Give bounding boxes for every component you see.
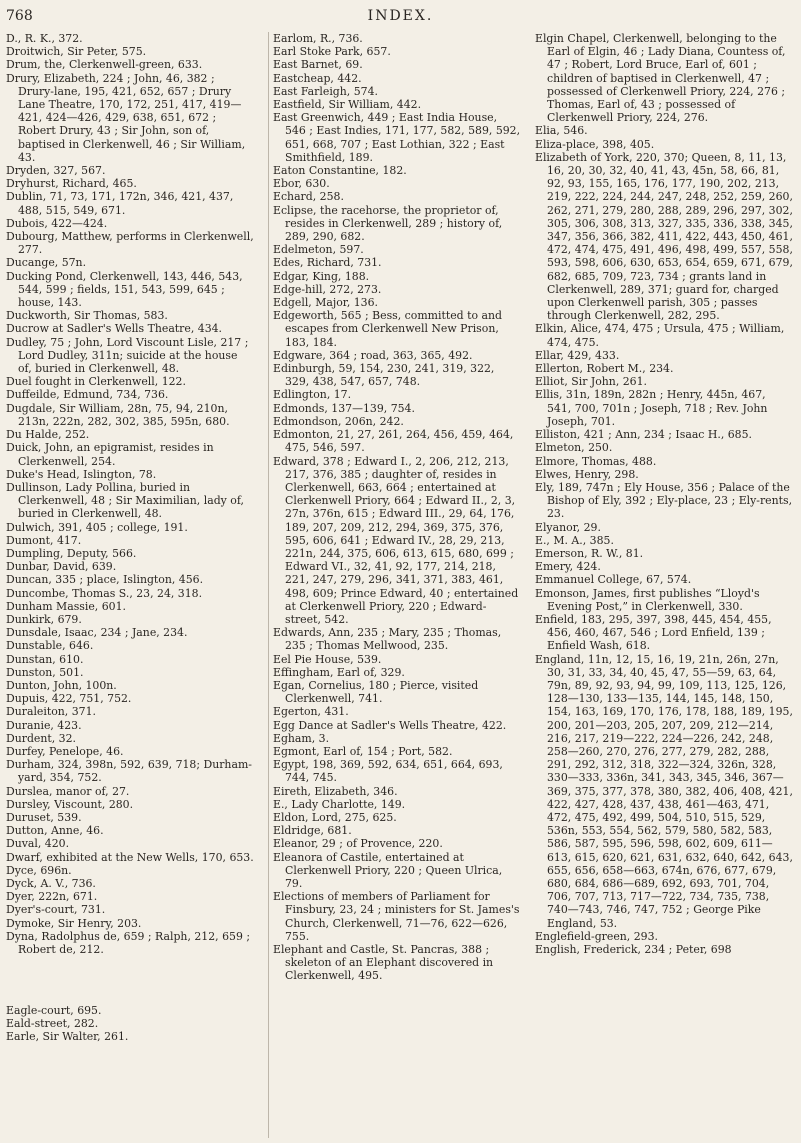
index-entry: Duval, 420. [6,837,70,851]
index-entry: Dullinson, Lady Pollina, buried in Clerkenwell, 48 ; Sir Maximilian, lady of, buried in Clerkenwell, 48. [6,480,244,521]
index-entry: Elliston, 421 ; Ann, 234 ; Isaac H., 685. [535,428,753,442]
index-entry: Dumont, 417. [6,533,82,547]
index-entry: Egg Dance at Sadler's Wells Theatre, 422. [273,718,507,732]
page-header [0,6,801,28]
index-entry: Edgware, 364 ; road, 363, 365, 492. [273,348,473,362]
index-entry: Duncombe, Thomas S., 23, 24, 318. [6,586,203,600]
index-entry: Dyer, 222n, 671. [6,890,98,904]
index-entry: Ellerton, Robert M., 234. [535,362,674,376]
index-entry: Elkin, Alice, 474, 475 ; Ursula, 475 ; William, 474, 475. [535,322,785,349]
index-column-3 [535,32,793,1138]
index-entry: Egerton, 431. [273,705,349,719]
index-entry: Emery, 424. [535,560,601,574]
index-entry: Egmont, Earl of, 154 ; Port, 582. [273,744,453,758]
index-entry: Dubois, 422—424. [6,216,108,230]
index-entry: Elections of members of Parliament for Finsbury, 23, 24 ; ministers for St. James's Church, Clerkenwell, 71—76, 622—626, 755. [273,890,520,943]
index-entry: Duckworth, Sir Thomas, 583. [6,309,168,323]
index-entry: Edgar, King, 188. [273,269,370,283]
index-entry: Echard, 258. [273,190,344,204]
index-entry: Dubourg, Matthew, performs in Clerkenwell, 277. [6,230,254,257]
index-entry: Edmonds, 137—139, 754. [273,401,415,415]
index-entry: Edward, 378 ; Edward I., 2, 206, 212, 213, 217, 376, 385 ; daughter of, resides in Clerkenwell, 663, 664 ; entertained at Clerkenwell Priory, 664 ; Edward II., 2, 3, 27n, 376n, 615 ; Edward III., 29, 64, 176, 189, 207, 209, 212, 294, 369, 375, 376, 595, 606, 641 ; Edward IV., 28, 29, 213, 221n, 244, 375, 606, 613, 615, 680, 699 ; Edward VI., 32, 41, 92, 177, 214, 218, 221, 247, 279, 296, 341, 371, 383, 461, 498, 609; Prince Edward, 40 ; entertained at Clerkenwell Priory, 220 ; Edward-street, 542. [273,454,519,626]
index-entry: Earlom, R., 736. [273,32,363,45]
index-entry: Elizabeth of York, 220, 370; Queen, 8, 11, 13, 16, 20, 30, 32, 40, 41, 43, 45n, 58, 66, 81, 92, 93, 155, 165, 176, 177, 190, 202, 213, 219, 222, 224, 244, 247, 248, 252, 259, 260, 262, 271, 279, 280, 288, 289, 296, 297, 302, 305, 306, 308, 313, 327, 335, 336, 338, 345, 347, 356, 366, 382, 411, 422, 443, 450, 461, 472, 474, 475, 491, 496, 498, 499, 557, 558, 593, 598, 606, 630, 653, 654, 659, 671, 679, 682, 685, 709, 723, 734 ; grants land in Clerkenwell, 289, 371; guard for, charged upon Clerkenwell parish, 305 ; passes through Clerkenwell, 282, 295. [535,150,793,323]
index-entry: Duraleiton, 371. [6,705,96,719]
page-number: 768 [6,8,33,24]
index-entry: Duick, John, an epigramist, resides in Clerkenwell, 254. [6,441,214,468]
index-entry: Elmeton, 250. [535,441,613,455]
index-entry: Dunsdale, Isaac, 234 ; Jane, 234. [6,626,188,640]
index-entry: Edge-hill, 272, 273. [273,282,382,296]
index-entry: Elyanor, 29. [535,520,601,534]
index-entry: Eldon, Lord, 275, 625. [273,810,397,824]
index-column-1 [6,32,254,1138]
index-entry: East Greenwich, 449 ; East India House, 546 ; East Indies, 171, 177, 582, 589, 592, 651, 668, 707 ; East Lothian, 322 ; East Smithfield, 189. [273,111,521,164]
index-entry: Duel fought in Clerkenwell, 122. [6,375,186,389]
index-entry: Eleanor, 29 ; of Provence, 220. [273,837,443,851]
index-entry: Earl Stoke Park, 657. [273,45,391,59]
index-entry: Drum, the, Clerkenwell-green, 633. [6,58,203,72]
index-entry: Egypt, 198, 369, 592, 634, 651, 664, 693, 744, 745. [273,758,503,785]
index-entry: English, Frederick, 234 ; Peter, 698 [535,943,732,957]
index-entry: Effingham, Earl of, 329. [273,665,405,679]
index-entry: Egan, Cornelius, 180 ; Pierce, visited Clerkenwell, 741. [273,678,479,706]
index-entry: Duffeilde, Edmund, 734, 736. [6,388,169,402]
index-entry: East Farleigh, 574. [273,84,378,98]
index-entry: Eastfield, Sir William, 442. [273,98,422,112]
index-entry: Eel Pie House, 539. [273,652,382,666]
running-title: INDEX. [367,8,434,24]
index-entry: Dunstable, 646. [6,639,94,653]
index-entry: Elephant and Castle, St. Pancras, 388 ; skeleton of an Elephant discovered in Clerkenwell, 495. [273,943,494,983]
index-entry: Edgeworth, 565 ; Bess, committed to and escapes from Clerkenwell New Prison, 183, 184. [273,309,502,349]
index-entry: Durfey, Penelope, 46. [6,744,124,758]
index-entry: Edinburgh, 59, 154, 230, 241, 319, 322, 329, 438, 547, 657, 748. [273,362,495,389]
index-entry: Duke's Head, Islington, 78. [6,467,157,481]
index-entry: Dwarf, exhibited at the New Wells, 170, 653. [6,850,254,864]
index-entry: Dunstan, 610. [6,652,84,666]
index-entry: Ely, 189, 747n ; Ely House, 356 ; Palace of the Bishop of Ely, 392 ; Ely-place, 23 ; Ely-rents, 23. [535,480,793,521]
index-entry: Du Halde, 252. [6,428,90,442]
index-entry: Drury, Elizabeth, 224 ; John, 46, 382 ; Drury-lane, 195, 421, 652, 657 ; Drury Lane Theatre, 170, 172, 251, 417, 419—421, 424—426, 429, 638, 651, 672 ; Robert Drury, 43 ; Sir John, son of, baptised in Clerkenwell, 46 ; Sir William, 43. [6,71,246,164]
index-entry: Dryden, 327, 567. [6,164,106,178]
index-entry: Dyer's-court, 731. [6,903,106,917]
index-entry: Eliza-place, 398, 405. [535,137,655,151]
index-entry: Durdent, 32. [6,731,77,745]
index-entry: Eclipse, the racehorse, the proprietor of, resides in Clerkenwell, 289 ; history of, 289, 290, 682. [273,203,503,244]
index-entry: Droitwich, Sir Peter, 575. [6,45,147,59]
index-entry: Ellis, 31n, 189n, 282n ; Henry, 445n, 467, 541, 700, 701n ; Joseph, 718 ; Rev. John Joseph, 701. [535,388,768,428]
index-entry: Eagle-court, 695. [6,1004,102,1017]
index-entry: Elgin Chapel, Clerkenwell, belonging to the Earl of Elgin, 46 ; Lady Diana, Countess of, 47 ; Robert, Lord Bruce, Earl of, 601 ; children of baptised in Clerkenwell, 47 ; possessed of Clerkenwell Priory, 224, 276 ; Thomas, Earl of, 43 ; possessed of Clerkenwell Priory, 224, 276. [535,32,786,125]
index-entry: Dursley, Viscount, 280. [6,797,134,811]
index-entry: Dyna, Radolphus de, 659 ; Ralph, 212, 659 ; Robert de, 212. [6,929,251,957]
index-entry: Dublin, 71, 73, 171, 172n, 346, 421, 437, 488, 515, 549, 671. [6,190,234,217]
index-entry: Dunston, 501. [6,665,84,679]
index-entry: Dymoke, Sir Henry, 203. [6,916,142,930]
index-entry: Eleanora of Castile, entertained at Clerkenwell Priory, 220 ; Queen Ulrica, 79. [273,850,503,890]
index-entry: Dutton, Anne, 46. [6,824,104,838]
index-entry: Edes, Richard, 731. [273,256,382,270]
index-entry: Dugdale, Sir William, 28n, 75, 94, 210n, 213n, 222n, 282, 302, 385, 595n, 680. [6,401,230,428]
index-entry: Edelmeton, 597. [273,243,364,257]
index-entry: Emmanuel College, 67, 574. [535,573,692,587]
section-gap [6,967,254,993]
index-entry: Dulwich, 391, 405 ; college, 191. [6,520,188,534]
index-entry: Ducking Pond, Clerkenwell, 143, 446, 543, 544, 599 ; fields, 151, 543, 599, 645 ; house, 143. [6,269,243,310]
index-entry: Ducrow at Sadler's Wells Theatre, 434. [6,322,223,336]
index-entry: Dumpling, Deputy, 566. [6,546,137,560]
index-entry: Duruset, 539. [6,810,82,824]
index-entry: D., R. K., 372. [6,32,83,45]
index-entry: Dudley, 75 ; John, Lord Viscount Lisle, 217 ; Lord Dudley, 311n; suicide at the house of, buried in Clerkenwell, 48. [6,335,249,376]
index-entry: Ducange, 57n. [6,256,87,270]
index-entry: E., Lady Charlotte, 149. [273,797,406,811]
index-entry: E., M. A., 385. [535,533,614,547]
index-entry: Durslea, manor of, 27. [6,784,130,798]
index-entry: Edlington, 17. [273,388,352,402]
index-entry: Eald-street, 282. [6,1017,99,1031]
index-entry: Eaton Constantine, 182. [273,164,407,178]
index-entry: Edmondson, 206n, 242. [273,414,404,428]
index-entry: Dryhurst, Richard, 465. [6,177,137,191]
index-entry: Enfield, 183, 295, 397, 398, 445, 454, 455, 456, 460, 467, 546 ; Lord Enfield, 139 ; Enfield Wash, 618. [535,612,772,653]
index-entry: Egham, 3. [273,731,330,745]
index-entry: Dunham Massie, 601. [6,599,126,613]
index-entry: Eastcheap, 442. [273,71,362,85]
index-entry: Elwes, Henry, 298. [535,467,639,481]
index-entry: Eldridge, 681. [273,824,352,838]
index-entry: Ellar, 429, 433. [535,348,620,362]
index-entry: Dunton, John, 100n. [6,678,117,692]
index-entry: Dunbar, David, 639. [6,560,117,574]
index-column-2 [268,32,521,1138]
index-entry: Edmonton, 21, 27, 261, 264, 456, 459, 464, 475, 546, 597. [273,428,514,455]
index-entry: Eireth, Elizabeth, 346. [273,784,398,798]
index-entry: Elliot, Sir John, 261. [535,375,647,389]
index-entry: Dyce, 696n. [6,863,72,877]
index-entry: Elia, 546. [535,124,588,138]
index-entry: Edgell, Major, 136. [273,296,378,310]
index-entry: Dupuis, 422, 751, 752. [6,692,132,706]
index-entry: Dyck, A. V., 736. [6,877,96,890]
index-entry: Emerson, R. W., 81. [535,546,644,560]
index-entry: Englefield-green, 293. [535,929,658,943]
index-entry: Dunkirk, 679. [6,612,82,626]
index-entry: Elmore, Thomas, 488. [535,454,657,468]
index-entry: Edwards, Ann, 235 ; Mary, 235 ; Thomas, 235 ; Thomas Mellwood, 235. [273,626,502,653]
index-entry: Ebor, 630. [273,177,330,191]
index-entry: Durham, 324, 398n, 592, 639, 718; Durham-yard, 354, 752. [6,758,252,785]
index-entry: England, 11n, 12, 15, 16, 19, 21n, 26n, 27n, 30, 31, 33, 34, 40, 45, 47, 55—59, 63, 64, 79n, 89, 92, 93, 94, 99, 109, 113, 125, 126, 128—130, 133—135, 144, 145, 148, 150, 154, 163, 169, 170, 176, 178, 188, 189, 195, 200, 201—203, 205, 207, 209, 212—214, 216, 217, 219—222, 224—226, 242, 248, 258—260, 270, 276, 277, 279, 282, 288, 291, 292, 312, 318, 322—324, 326n, 328, 330—333, 336n, 341, 343, 345, 346, 367—369, 375, 377, 378, 380, 382, 406, 408, 421, 422, 427, 428, 437, 438, 461—463, 471, 472, 475, 492, 499, 504, 510, 515, 529, 536n, 553, 554, 562, 579, 580, 582, 583, 586, 587, 595, 596, 598, 602, 609, 611—613, 615, 620, 621, 631, 632, 640, 642, 643, 655, 656, 658—663, 674n, 676, 677, 679, 680, 684, 686—689, 692, 693, 701, 704, 706, 707, 713, 717—722, 734, 735, 738, 740—743, 746, 747, 752 ; George Pike England, 53. [535,652,793,930]
index-entry: Earle, Sir Walter, 261. [6,1030,129,1044]
index-entry: East Barnet, 69. [273,58,363,72]
index-entry: Emonson, James, first publishes “Lloyd's Evening Post,” in Clerkenwell, 330. [535,586,760,613]
index-entry: Duncan, 335 ; place, Islington, 456. [6,573,204,587]
index-entry: Duranie, 423. [6,718,82,732]
index-columns [6,32,796,1138]
